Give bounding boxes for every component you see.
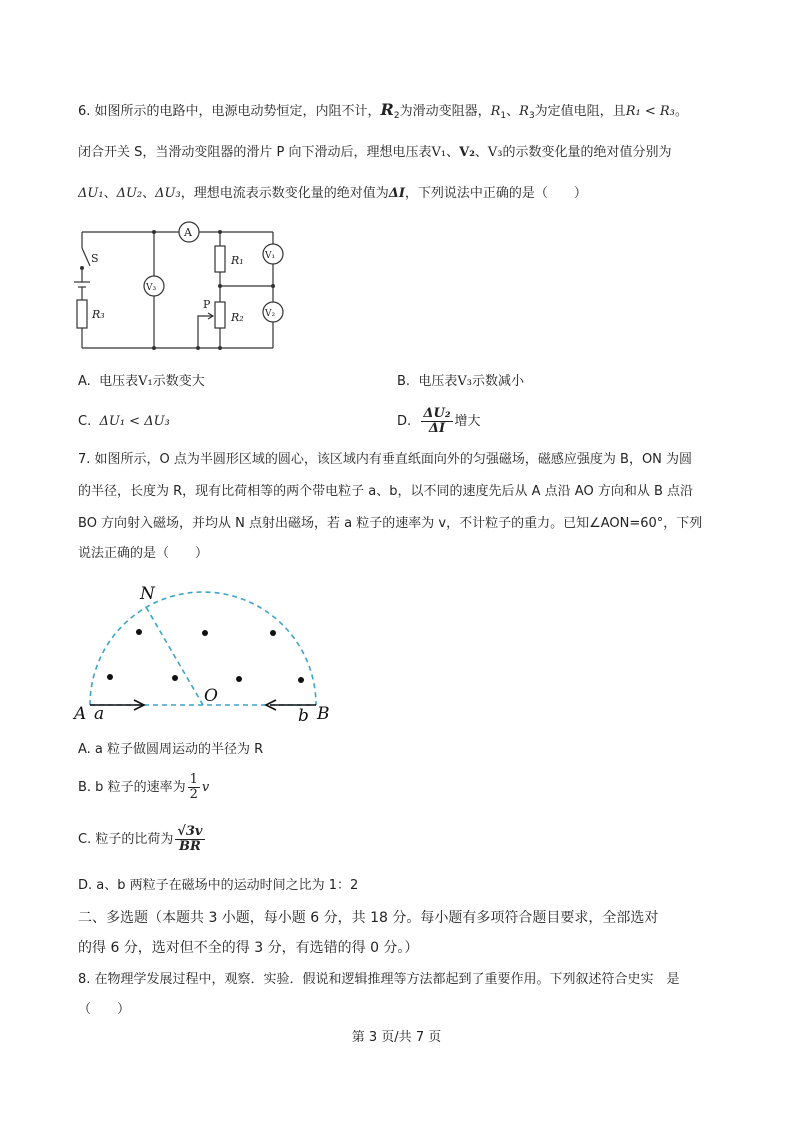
q7-option-d: D. a、b 两粒子在磁场中的运动时间之比为 1：2 [78,878,359,893]
particle-a: a [94,704,105,724]
page-footer: 第 3 页/共 7 页 [351,1030,442,1045]
q7-line3: BO 方向射入磁场，并均从 N 点射出磁场，若 a 粒子的速率为 v，不计粒子的重力。已知∠AON=60°，下列 [78,516,703,531]
particle-b: b [298,706,309,726]
r1-label: R₁ [231,254,244,267]
q7-line1: 7. 如图所示，O 点为半圆形区域的圆心，该区域内有垂直纸面向外的匀强磁场，磁感应强度为 B，ON 为圆 [78,452,693,467]
q7-b-fraction: $\frac{1}{2}$ [189,772,198,802]
v1-label: V₁ [265,251,276,261]
point-o: O [204,686,218,706]
q7-line2: 的半径，长度为 R，现有比荷相等的两个带电粒子 a、b，以不同的速度先后从 A 点沿 AO 方向和从 B 点沿 [78,484,694,499]
q6-line3: ΔU₁、ΔU₂、ΔU₃，理想电流表示数变化量的绝对值为ΔI，下列说法中正确的是（ ） [78,186,587,201]
q6-option-a: A. 电压表V₁示数变大 [78,374,205,389]
point-b: B [317,704,330,724]
v2-label: V₂ [265,309,276,319]
q7-c-fraction: $\frac{√3v}{BR}$ [177,824,203,854]
section2-heading-line2: 的得 6 分，选对但不全的得 3 分，有选错的得 0 分。） [78,940,419,956]
q6-line1: 6. 如图所示的电路中，电源电动势恒定，内阻不计，$R_2$为滑动变阻器，$R_1$、$R_3$为定值电阻，且R₁ < R₃。 [78,100,688,121]
ammeter-label: A [184,226,192,239]
point-n: N [140,584,155,604]
magnetic-field-diagram [70,580,340,730]
switch-label: S [91,252,99,265]
point-a: A [74,704,87,724]
section2-heading-line1: 二、多选题（本题共 3 小题，每小题 6 分，共 18 分。每小题有多项符合题目要求，全部选对 [78,910,659,926]
circuit-diagram [70,218,300,358]
q8-line1: 8. 在物理学发展过程中，观察．实验．假说和逻辑推理等方法都起到了重要作用。下列叙述符合史实 是 [78,972,680,987]
q7-option-b: B. b 粒子的速率为 $\frac{1}{2}$ v [78,772,210,802]
q6-option-c: C. ΔU₁ < ΔU₃ [78,414,170,429]
q6-line2: 闭合开关 S，当滑动变阻器的滑片 P 向下滑动后，理想电压表V₁、V₂、V₃的示数变化量的绝对值分别为 [78,145,672,160]
q6-option-b: B. 电压表V₃示数减小 [397,374,524,389]
q7-option-a: A. a 粒子做圆周运动的半径为 R [78,742,264,757]
r2-label: R₂ [231,311,244,324]
q7-line4: 说法正确的是（ ） [78,546,209,561]
slider-label: P [203,298,211,311]
q6-d-fraction: $\frac{\text{ΔU₂}}{\Delta I}$ [423,406,451,436]
q8-line2: （ ） [78,1002,131,1017]
q7-option-c: C. 粒子的比荷为 $\frac{√3v}{BR}$ [78,824,203,854]
v3-label: V₃ [146,283,157,293]
r3-label: R₃ [92,308,105,321]
q6-option-d: D. $\frac{\text{ΔU₂}}{\Delta I}$ 增大 [397,406,481,436]
